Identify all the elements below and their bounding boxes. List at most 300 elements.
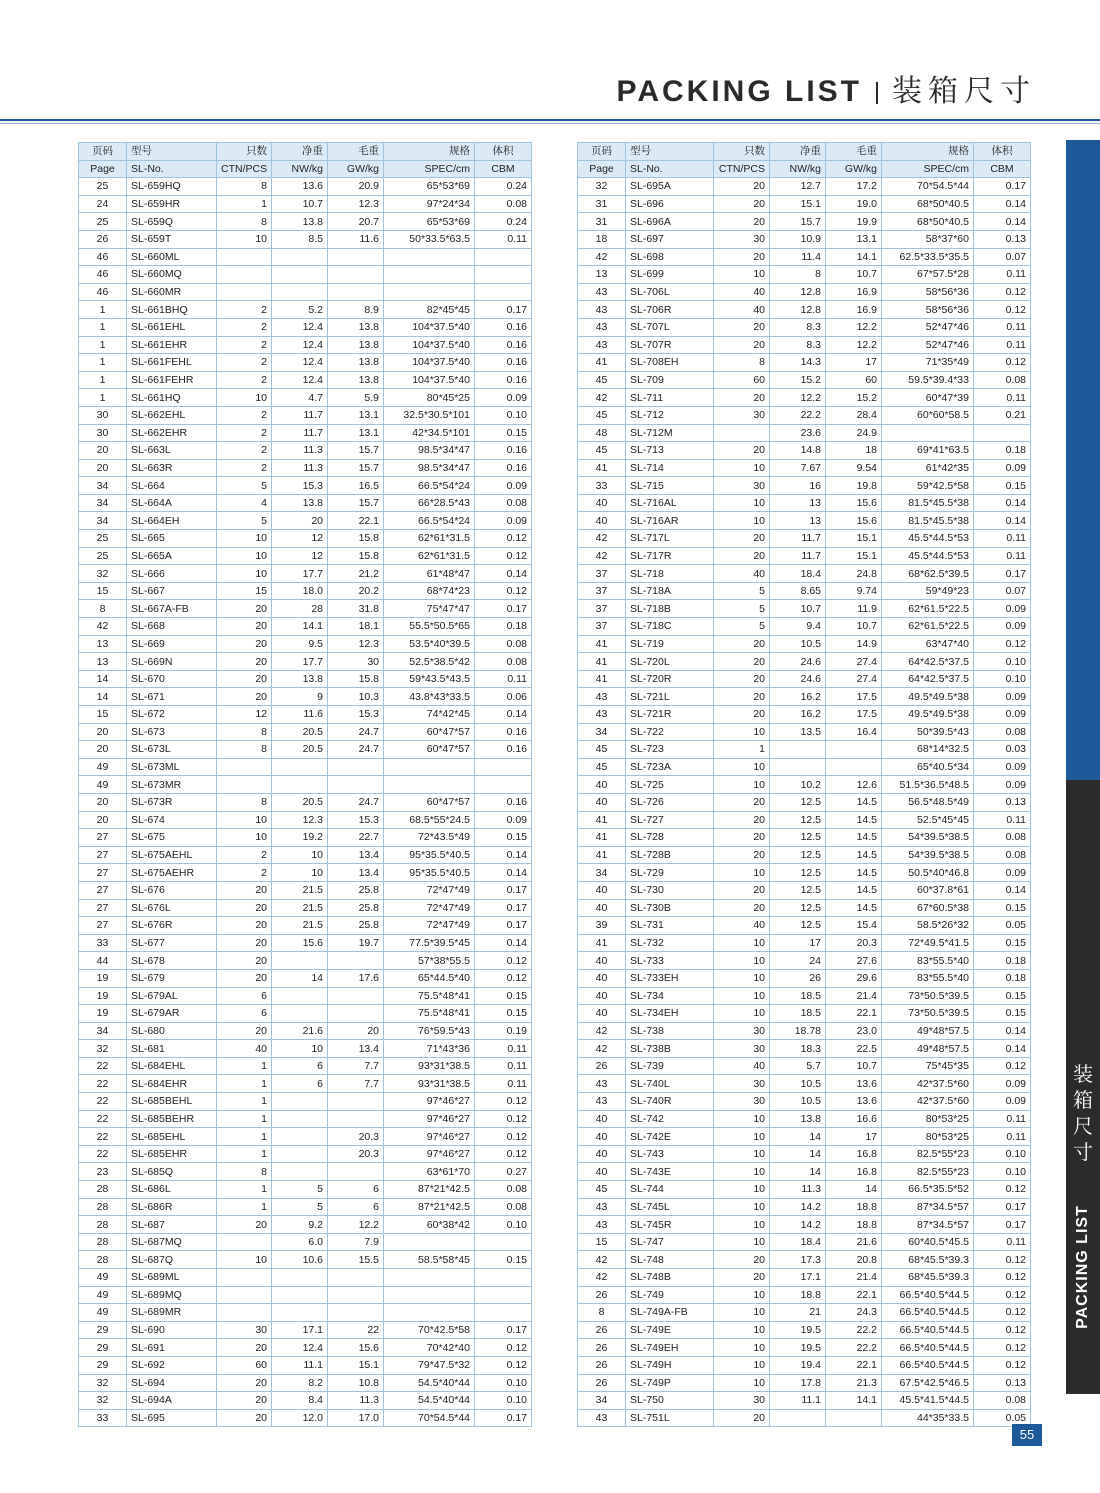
cell-cbm: 0.16	[475, 371, 532, 389]
cell-page: 43	[578, 318, 626, 336]
cell-nw: 11.7	[770, 547, 826, 565]
cell-gw: 22.5	[826, 1040, 882, 1058]
cell-nw: 21.5	[272, 899, 328, 917]
cell-ctn-pcs: 10	[714, 459, 770, 477]
cell-ctn-pcs: 20	[714, 881, 770, 899]
cell-model: SL-743E	[626, 1163, 714, 1181]
cell-model: SL-734EH	[626, 1005, 714, 1023]
cell-ctn-pcs: 10	[714, 1110, 770, 1128]
cell-gw: 7.7	[328, 1057, 384, 1075]
cell-model: SL-748B	[626, 1269, 714, 1287]
cell-gw: 16.8	[826, 1163, 882, 1181]
cell-cbm: 0.21	[974, 406, 1031, 424]
cell-page: 13	[578, 266, 626, 284]
table-row	[79, 776, 532, 794]
cell-gw: 13.4	[328, 1040, 384, 1058]
cell-spec: 44*35*33.5	[882, 1409, 974, 1427]
side-label-char: 箱	[1073, 1090, 1093, 1112]
cell-cbm: 0.12	[974, 635, 1031, 653]
cell-page: 45	[578, 741, 626, 759]
cell-spec: 45.5*44.5*53	[882, 530, 974, 548]
cell-spec: 98.5*34*47	[384, 459, 475, 477]
cell-nw: 15.6	[272, 934, 328, 952]
cell-page: 32	[79, 1392, 127, 1410]
cell-cbm: 0.12	[974, 354, 1031, 372]
cell-page: 30	[79, 406, 127, 424]
cell-model: SL-749A-FB	[626, 1304, 714, 1322]
cell-model: SL-668	[127, 618, 217, 636]
cell-ctn-pcs: 20	[217, 917, 272, 935]
cell-ctn-pcs: 20	[714, 1409, 770, 1427]
cell-gw: 17.0	[328, 1409, 384, 1427]
table-row	[79, 635, 532, 653]
table-row	[79, 266, 532, 284]
cell-gw: 5.9	[328, 389, 384, 407]
cell-model: SL-694A	[127, 1392, 217, 1410]
cell-gw: 31.8	[328, 600, 384, 618]
cell-gw: 17.5	[826, 688, 882, 706]
cell-spec: 65*40.5*34	[882, 758, 974, 776]
cell-page: 8	[578, 1304, 626, 1322]
table-row	[79, 969, 532, 987]
cell-ctn-pcs: 20	[714, 442, 770, 460]
cell-cbm: 0.10	[475, 406, 532, 424]
cell-cbm: 0.17	[475, 301, 532, 319]
cell-model: SL-718B	[626, 600, 714, 618]
cell-model: SL-694	[127, 1374, 217, 1392]
cell-model: SL-669	[127, 635, 217, 653]
cell-spec: 71*43*36	[384, 1040, 475, 1058]
cell-spec: 58.5*26*32	[882, 917, 974, 935]
cell-gw: 17.2	[826, 178, 882, 196]
cell-ctn-pcs	[217, 266, 272, 284]
table-row	[79, 1128, 532, 1146]
cell-ctn-pcs	[217, 283, 272, 301]
table-row	[578, 301, 1031, 319]
cell-page: 32	[79, 565, 127, 583]
cell-cbm: 0.03	[974, 741, 1031, 759]
cell-gw: 22.2	[826, 1339, 882, 1357]
cell-nw: 11.3	[272, 459, 328, 477]
cell-nw	[272, 776, 328, 794]
cell-spec: 69*41*63.5	[882, 442, 974, 460]
cell-model: SL-742E	[626, 1128, 714, 1146]
cell-model: SL-686L	[127, 1181, 217, 1199]
header-row-cn	[578, 143, 1031, 161]
column-header-nw: 净重	[770, 143, 826, 161]
table-row	[79, 354, 532, 372]
cell-ctn-pcs: 1	[217, 1198, 272, 1216]
cell-spec	[384, 1286, 475, 1304]
table-row	[578, 371, 1031, 389]
cell-cbm: 0.12	[974, 301, 1031, 319]
cell-ctn-pcs: 20	[217, 1216, 272, 1234]
cell-page: 27	[79, 829, 127, 847]
cell-ctn-pcs: 30	[714, 1075, 770, 1093]
table-row	[578, 1339, 1031, 1357]
cell-nw: 20.5	[272, 723, 328, 741]
cell-model: SL-680	[127, 1022, 217, 1040]
cell-nw: 28	[272, 600, 328, 618]
cell-nw: 9.2	[272, 1216, 328, 1234]
table-row	[79, 512, 532, 530]
cell-spec: 59.5*39.4*33	[882, 371, 974, 389]
column-header-page: Page	[578, 160, 626, 178]
cell-gw: 14.1	[826, 248, 882, 266]
cell-page: 26	[578, 1339, 626, 1357]
cell-nw: 10	[272, 1040, 328, 1058]
side-label-cn	[1066, 1062, 1100, 1166]
cell-gw: 20	[328, 1022, 384, 1040]
cell-gw: 7.7	[328, 1075, 384, 1093]
cell-nw: 12.4	[272, 354, 328, 372]
cell-page: 41	[578, 811, 626, 829]
cell-spec: 87*21*42.5	[384, 1181, 475, 1199]
cell-cbm	[475, 283, 532, 301]
table-row	[79, 547, 532, 565]
cell-ctn-pcs: 10	[714, 864, 770, 882]
cell-page: 37	[578, 565, 626, 583]
cell-spec: 64*42.5*37.5	[882, 653, 974, 671]
cell-gw	[328, 758, 384, 776]
cell-page: 41	[578, 934, 626, 952]
cell-spec: 72*43.5*49	[384, 829, 475, 847]
table-row	[578, 512, 1031, 530]
cell-nw: 11.7	[770, 530, 826, 548]
cell-page: 34	[79, 1022, 127, 1040]
cell-cbm: 0.18	[475, 618, 532, 636]
cell-gw: 12.2	[826, 318, 882, 336]
cell-nw	[272, 1163, 328, 1181]
cell-ctn-pcs: 1	[217, 1057, 272, 1075]
cell-page: 49	[79, 758, 127, 776]
cell-cbm: 0.17	[475, 881, 532, 899]
cell-model: SL-733EH	[626, 969, 714, 987]
cell-model: SL-672	[127, 706, 217, 724]
cell-page: 27	[79, 899, 127, 917]
cell-page: 32	[578, 178, 626, 196]
cell-spec: 70*42*40	[384, 1339, 475, 1357]
cell-page: 29	[79, 1321, 127, 1339]
cell-ctn-pcs: 2	[217, 354, 272, 372]
cell-model: SL-712M	[626, 424, 714, 442]
cell-gw: 14.5	[826, 829, 882, 847]
cell-model: SL-749EH	[626, 1339, 714, 1357]
cell-nw	[272, 1110, 328, 1128]
cell-page: 42	[578, 1022, 626, 1040]
table-row	[578, 846, 1031, 864]
cell-nw: 5.2	[272, 301, 328, 319]
cell-cbm: 0.14	[475, 565, 532, 583]
cell-nw: 17.1	[770, 1269, 826, 1287]
cell-ctn-pcs: 20	[714, 635, 770, 653]
cell-model: SL-717L	[626, 530, 714, 548]
table-row	[79, 723, 532, 741]
cell-spec: 67*60.5*38	[882, 899, 974, 917]
table-row	[578, 1005, 1031, 1023]
cell-nw: 13.8	[770, 1110, 826, 1128]
table-row	[578, 653, 1031, 671]
cell-ctn-pcs	[217, 776, 272, 794]
cell-gw: 10.7	[826, 1057, 882, 1075]
cell-model: SL-675	[127, 829, 217, 847]
cell-ctn-pcs	[217, 1286, 272, 1304]
cell-page: 40	[578, 881, 626, 899]
cell-ctn-pcs: 4	[217, 494, 272, 512]
cell-cbm: 0.16	[475, 459, 532, 477]
cell-model: SL-749P	[626, 1374, 714, 1392]
cell-nw	[770, 758, 826, 776]
cell-model: SL-726	[626, 793, 714, 811]
cell-gw: 12.6	[826, 776, 882, 794]
cell-cbm	[475, 1233, 532, 1251]
cell-model: SL-685Q	[127, 1163, 217, 1181]
cell-page: 37	[578, 600, 626, 618]
cell-nw: 20.5	[272, 741, 328, 759]
table-row	[578, 793, 1031, 811]
table-row	[79, 1163, 532, 1181]
cell-cbm: 0.09	[974, 1093, 1031, 1111]
cell-nw: 18.5	[770, 1005, 826, 1023]
cell-page: 28	[79, 1198, 127, 1216]
cell-ctn-pcs: 12	[217, 706, 272, 724]
cell-gw: 18.8	[826, 1198, 882, 1216]
cell-model: SL-659HQ	[127, 178, 217, 196]
cell-cbm: 0.11	[974, 811, 1031, 829]
cell-nw: 10	[272, 864, 328, 882]
table-row	[79, 424, 532, 442]
table-row	[79, 1304, 532, 1322]
cell-ctn-pcs: 30	[714, 1040, 770, 1058]
cell-page: 41	[578, 670, 626, 688]
cell-ctn-pcs: 5	[714, 582, 770, 600]
cell-model: SL-687Q	[127, 1251, 217, 1269]
table-row	[79, 881, 532, 899]
cell-spec: 97*46*27	[384, 1128, 475, 1146]
cell-cbm: 0.12	[974, 283, 1031, 301]
table-row	[578, 829, 1031, 847]
cell-gw: 16.8	[826, 1145, 882, 1163]
cell-model: SL-743	[626, 1145, 714, 1163]
cell-model: SL-723A	[626, 758, 714, 776]
cell-ctn-pcs: 8	[714, 354, 770, 372]
cell-nw: 22.2	[770, 406, 826, 424]
cell-ctn-pcs: 6	[217, 1005, 272, 1023]
cell-cbm: 0.16	[475, 741, 532, 759]
cell-spec: 68*45.5*39.3	[882, 1251, 974, 1269]
cell-gw	[328, 952, 384, 970]
cell-gw: 14.5	[826, 793, 882, 811]
cell-cbm: 0.08	[974, 371, 1031, 389]
cell-cbm: 0.11	[475, 1057, 532, 1075]
cell-cbm: 0.14	[974, 494, 1031, 512]
cell-nw: 21.6	[272, 1022, 328, 1040]
table-row	[578, 670, 1031, 688]
cell-nw: 12.5	[770, 881, 826, 899]
cell-page: 20	[79, 811, 127, 829]
cell-model: SL-717R	[626, 547, 714, 565]
column-header-gw: 毛重	[328, 143, 384, 161]
cell-ctn-pcs: 10	[714, 758, 770, 776]
cell-spec: 72*47*49	[384, 899, 475, 917]
cell-ctn-pcs: 1	[217, 1128, 272, 1146]
cell-nw: 9.5	[272, 635, 328, 653]
cell-spec	[384, 248, 475, 266]
cell-ctn-pcs: 10	[714, 1304, 770, 1322]
cell-page: 22	[79, 1075, 127, 1093]
cell-nw: 6	[272, 1057, 328, 1075]
cell-spec: 97*24*34	[384, 195, 475, 213]
cell-gw: 19.0	[826, 195, 882, 213]
cell-ctn-pcs: 2	[217, 459, 272, 477]
cell-nw: 9	[272, 688, 328, 706]
table-row	[578, 1392, 1031, 1410]
cell-spec: 49*48*57.5	[882, 1022, 974, 1040]
cell-ctn-pcs: 60	[714, 371, 770, 389]
cell-model: SL-685BEHL	[127, 1093, 217, 1111]
cell-page: 29	[79, 1339, 127, 1357]
cell-nw: 12.8	[770, 301, 826, 319]
cell-model: SL-744	[626, 1181, 714, 1199]
cell-ctn-pcs: 30	[714, 230, 770, 248]
table-row	[578, 442, 1031, 460]
table-row	[578, 1304, 1031, 1322]
cell-cbm: 0.12	[475, 1145, 532, 1163]
cell-gw	[328, 1269, 384, 1287]
table-row	[79, 952, 532, 970]
cell-cbm: 0.14	[974, 512, 1031, 530]
cell-cbm: 0.17	[475, 899, 532, 917]
cell-ctn-pcs: 20	[217, 1392, 272, 1410]
cell-spec: 54.5*40*44	[384, 1374, 475, 1392]
cell-spec: 45.5*44.5*53	[882, 547, 974, 565]
cell-gw: 13.1	[826, 230, 882, 248]
cell-cbm: 0.09	[475, 389, 532, 407]
cell-cbm: 0.17	[475, 1409, 532, 1427]
table-row	[79, 1269, 532, 1287]
cell-nw: 12.5	[770, 846, 826, 864]
table-row	[79, 1075, 532, 1093]
cell-cbm: 0.09	[475, 512, 532, 530]
cell-cbm: 0.12	[974, 1269, 1031, 1287]
cell-model: SL-733	[626, 952, 714, 970]
cell-page: 19	[79, 987, 127, 1005]
cell-ctn-pcs	[217, 248, 272, 266]
cell-nw: 21.5	[272, 881, 328, 899]
cell-spec: 62.5*33.5*35.5	[882, 248, 974, 266]
cell-cbm: 0.18	[974, 969, 1031, 987]
cell-spec: 59*43.5*43.5	[384, 670, 475, 688]
cell-spec: 63*61*70	[384, 1163, 475, 1181]
cell-nw: 8.4	[272, 1392, 328, 1410]
cell-nw: 8	[770, 266, 826, 284]
cell-model: SL-751L	[626, 1409, 714, 1427]
cell-gw: 16.5	[328, 477, 384, 495]
cell-ctn-pcs: 1	[217, 1093, 272, 1111]
cell-gw: 16.6	[826, 1110, 882, 1128]
cell-page: 42	[79, 618, 127, 636]
cell-cbm: 0.11	[974, 1128, 1031, 1146]
cell-ctn-pcs: 10	[714, 987, 770, 1005]
cell-nw: 12.0	[272, 1409, 328, 1427]
cell-model: SL-662EHL	[127, 406, 217, 424]
cell-page: 25	[79, 178, 127, 196]
table-row	[79, 793, 532, 811]
cell-gw: 14.1	[826, 1392, 882, 1410]
table-row	[79, 336, 532, 354]
cell-page: 18	[578, 230, 626, 248]
cell-gw: 17.5	[826, 706, 882, 724]
cell-spec: 72*49.5*41.5	[882, 934, 974, 952]
cell-ctn-pcs: 10	[714, 1181, 770, 1199]
cell-spec: 76*59.5*43	[384, 1022, 475, 1040]
cell-page: 42	[578, 389, 626, 407]
cell-cbm: 0.10	[974, 670, 1031, 688]
cell-cbm: 0.12	[974, 1321, 1031, 1339]
cell-page: 26	[578, 1374, 626, 1392]
cell-page: 27	[79, 846, 127, 864]
cell-ctn-pcs: 10	[714, 934, 770, 952]
cell-ctn-pcs: 10	[217, 1251, 272, 1269]
cell-cbm: 0.15	[974, 899, 1031, 917]
cell-gw: 20.3	[328, 1145, 384, 1163]
table-row	[79, 213, 532, 231]
cell-gw: 12.3	[328, 195, 384, 213]
cell-model: SL-719	[626, 635, 714, 653]
table-row	[578, 565, 1031, 583]
cell-cbm: 0.08	[475, 635, 532, 653]
cell-page: 33	[79, 934, 127, 952]
cell-ctn-pcs: 10	[714, 1216, 770, 1234]
cell-spec: 50*33.5*63.5	[384, 230, 475, 248]
cell-cbm	[475, 776, 532, 794]
cell-model: SL-716AR	[626, 512, 714, 530]
cell-nw: 17.7	[272, 565, 328, 583]
cell-nw: 9.4	[770, 618, 826, 636]
cell-spec	[384, 1233, 475, 1251]
cell-ctn-pcs: 8	[217, 741, 272, 759]
cell-ctn-pcs: 15	[217, 582, 272, 600]
cell-ctn-pcs: 20	[714, 1269, 770, 1287]
packing-table-left	[78, 142, 532, 1427]
table-row	[578, 1233, 1031, 1251]
cell-gw: 15.3	[328, 811, 384, 829]
cell-nw: 11.7	[272, 424, 328, 442]
cell-ctn-pcs: 20	[714, 213, 770, 231]
table-row	[578, 459, 1031, 477]
cell-gw: 13.1	[328, 424, 384, 442]
cell-model: SL-721L	[626, 688, 714, 706]
cell-model: SL-706R	[626, 301, 714, 319]
title-cn: 装箱尺寸	[892, 75, 1036, 108]
cell-nw: 18.4	[770, 565, 826, 583]
cell-spec: 80*53*25	[882, 1128, 974, 1146]
table-row	[79, 600, 532, 618]
cell-gw: 10.7	[826, 266, 882, 284]
cell-ctn-pcs: 30	[714, 406, 770, 424]
cell-ctn-pcs: 10	[217, 811, 272, 829]
cell-spec: 66*28.5*43	[384, 494, 475, 512]
cell-ctn-pcs: 40	[714, 1057, 770, 1075]
cell-model: SL-665	[127, 530, 217, 548]
side-label-char: 装	[1073, 1064, 1093, 1086]
cell-nw: 5	[272, 1181, 328, 1199]
table-row	[578, 354, 1031, 372]
cell-spec: 54.5*40*44	[384, 1392, 475, 1410]
cell-gw: 14.5	[826, 899, 882, 917]
cell-page: 41	[578, 354, 626, 372]
cell-ctn-pcs: 20	[714, 706, 770, 724]
